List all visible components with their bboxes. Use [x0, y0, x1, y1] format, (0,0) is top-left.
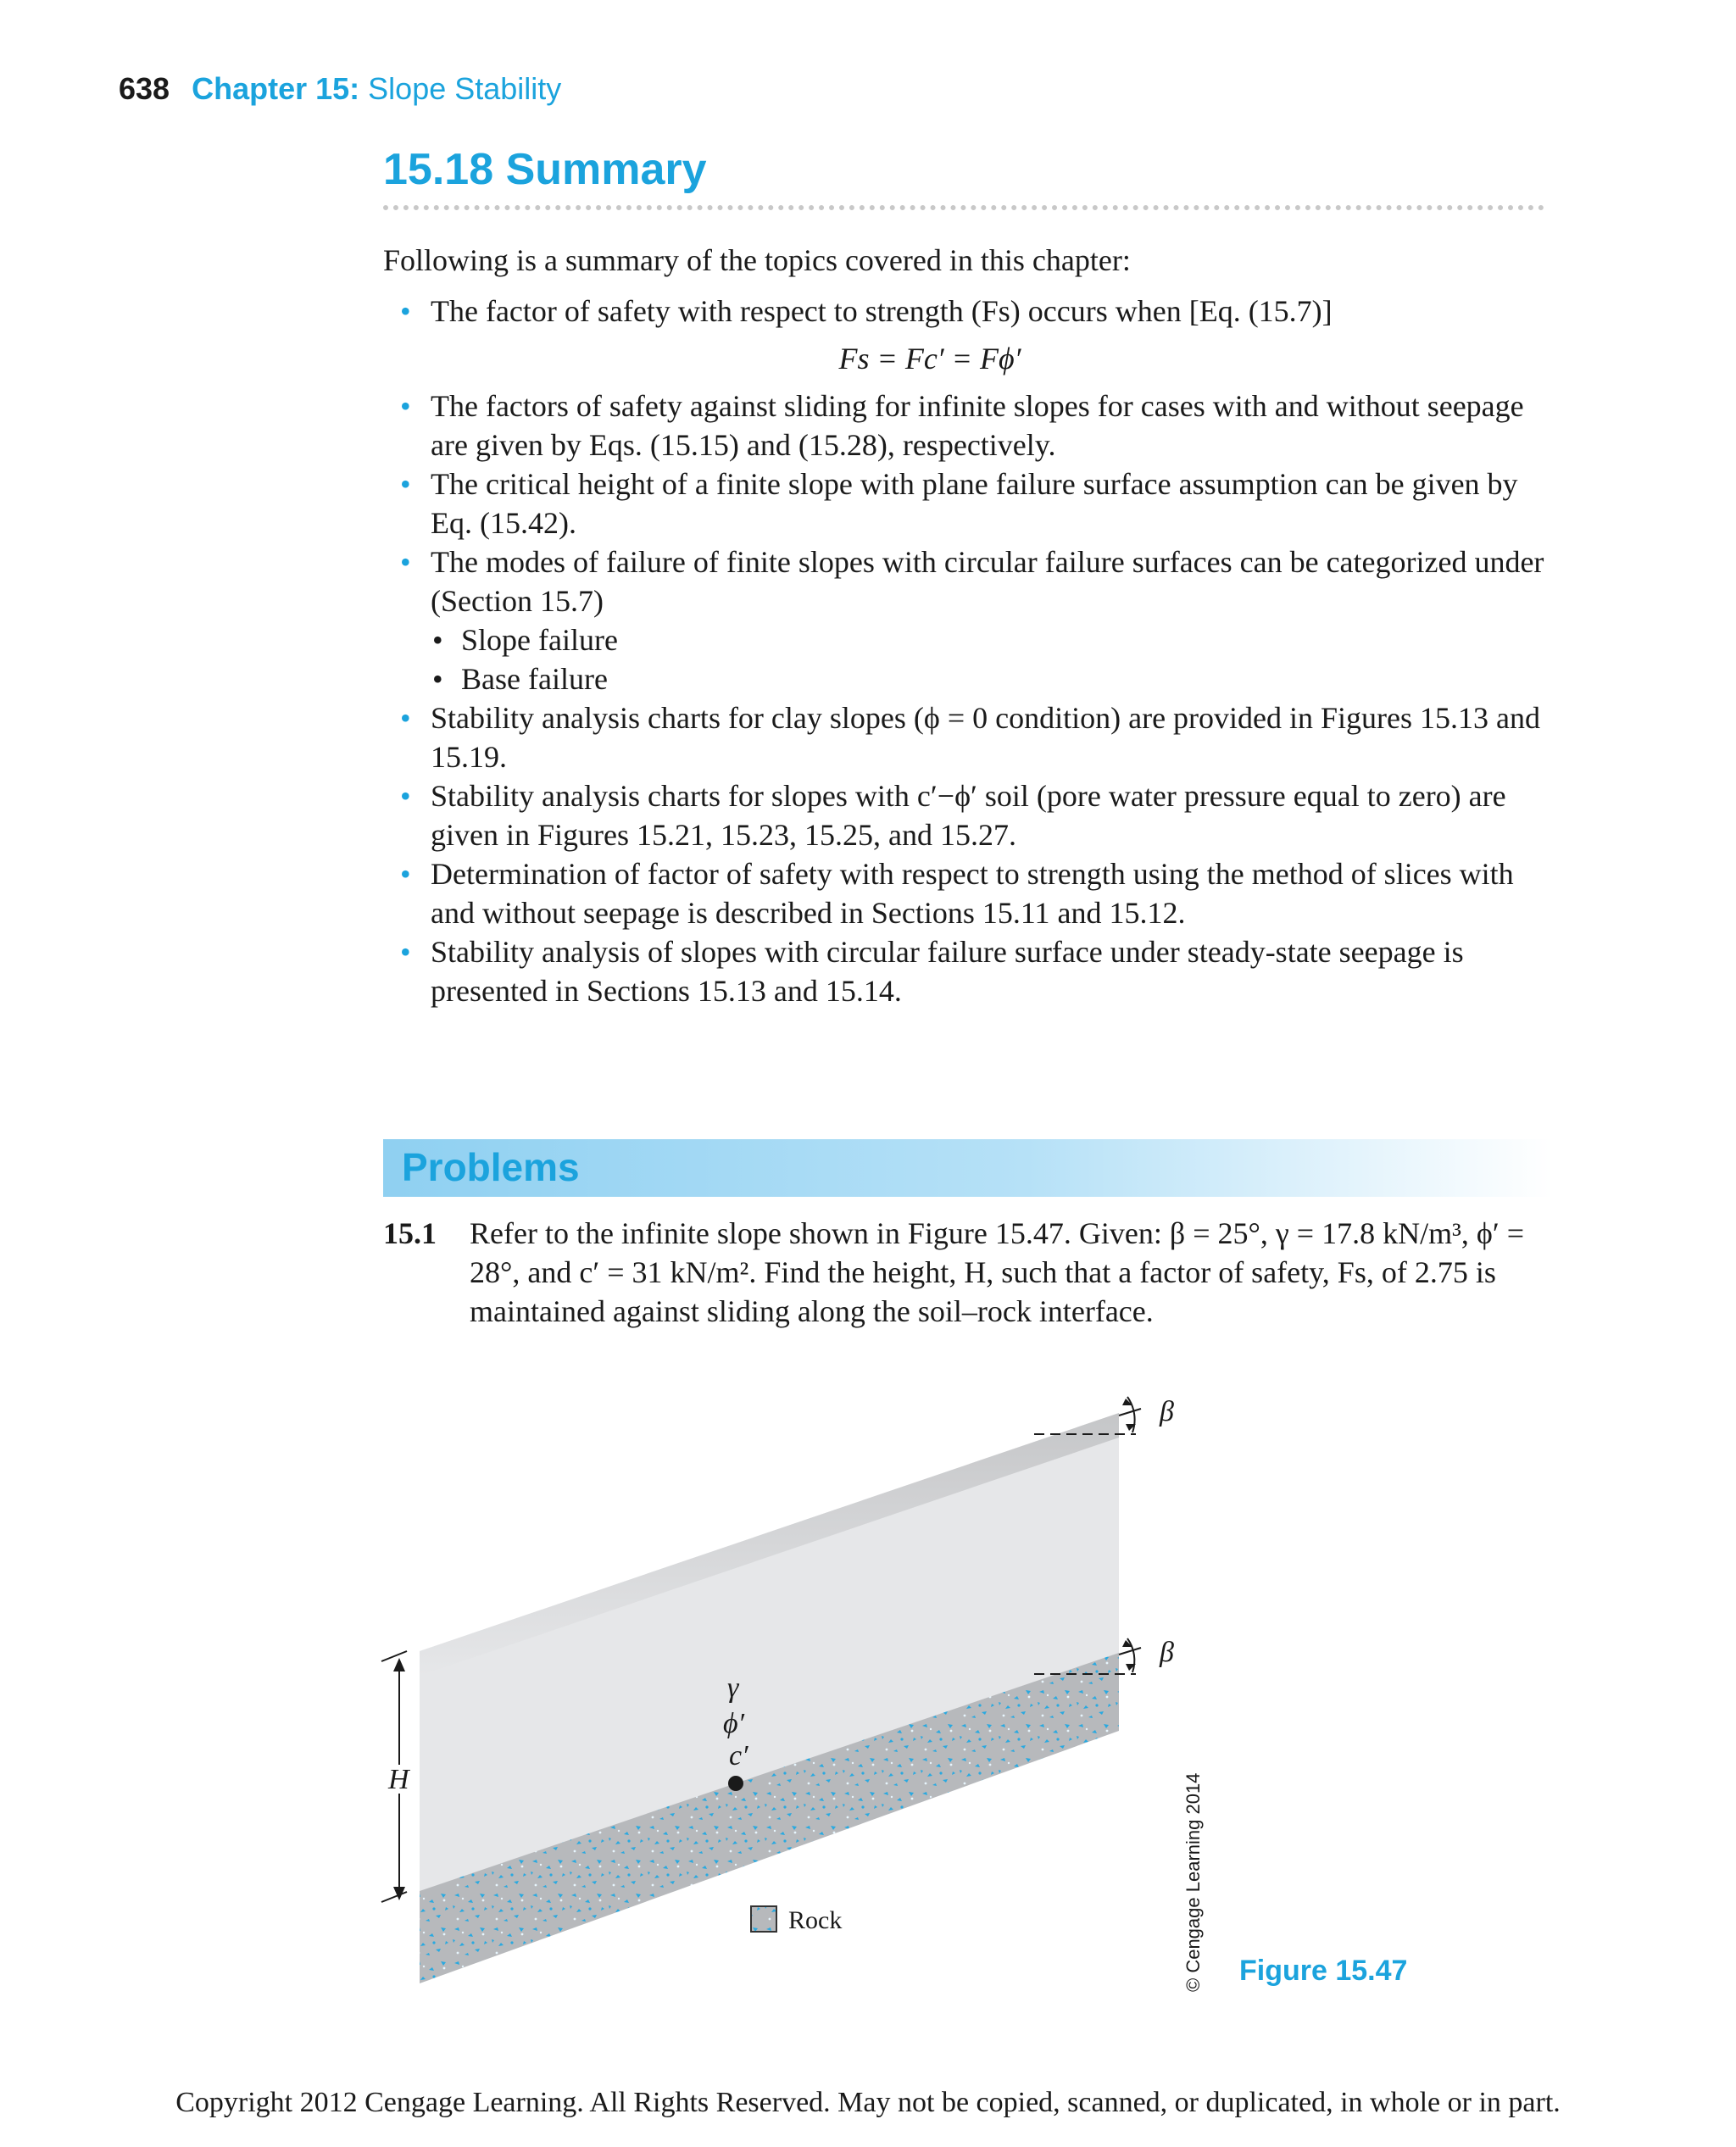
summary-intro: Following is a summary of the topics covered in this chapter: — [383, 243, 1131, 277]
summary-bullet: • Stability analysis charts for clay slopes (ϕ = 0 condition) are provided in Figures 15.13 and 15.19. — [383, 698, 1553, 776]
page-number: 638 — [119, 71, 170, 106]
summary-bullet: • Stability analysis charts for slopes with c′−ϕ′ soil (pore water pressure equal to zero) are given in Figures 15.21, 15.23, 15.25, and 15.27. — [383, 776, 1553, 854]
figure-15-47 — [373, 1382, 1221, 2005]
problem-number: 15.1 — [383, 1216, 437, 1250]
section-title: 15.18 Summary — [383, 145, 707, 194]
figure-credit-text: © Cengage Learning 2014 — [1182, 1772, 1204, 1992]
c-prime-label: c′ — [729, 1740, 748, 1772]
height-label: H — [388, 1764, 409, 1795]
summary-body — [383, 241, 1553, 1010]
summary-list — [383, 292, 1553, 331]
problem-item — [383, 1214, 1553, 1331]
summary-bullet: • The factors of safety against sliding for infinite slopes for cases with and without seepage are given by Eqs. (15.15) and (15.28), respectively. — [383, 387, 1553, 464]
copyright-footer: Copyright 2012 Cengage Learning. All Rights Reserved. May not be copied, scanned, or duplicated, in whole or in part. — [175, 2087, 1561, 2118]
infinite-slope-diagram — [373, 1382, 1221, 2000]
problems-title: Problems — [402, 1145, 580, 1189]
summary-list-continued — [383, 387, 1553, 1010]
beta-top-label: β — [1160, 1396, 1174, 1427]
equation: Fs = Fc′ = Fϕ′ — [838, 342, 1021, 375]
figure-credit — [1182, 1772, 1233, 2000]
sub-bullet: • Base failure — [431, 659, 1553, 698]
soil-point — [728, 1776, 743, 1791]
summary-bullet: • Stability analysis of slopes with circular failure surface under steady-state seepage is presented in Sections 15.13 and 15.14. — [383, 932, 1553, 1010]
running-header — [119, 71, 561, 107]
rock-legend-swatch — [751, 1906, 776, 1932]
summary-bullet-text: The modes of failure of finite slopes with circular failure surfaces can be categorized under (Section 15.7) — [431, 545, 1544, 618]
chapter-label: Chapter 15: — [192, 71, 360, 106]
failure-mode-list — [431, 620, 1553, 698]
summary-bullet: • The factor of safety with respect to strength (Fs) occurs when [Eq. (15.7)] — [383, 292, 1553, 331]
phi-prime-label: ϕ′ — [723, 1708, 745, 1739]
problem-text: Refer to the infinite slope shown in Figure 15.47. Given: β = 25°, γ = 17.8 kN/m³, ϕ′ = 28°, and c′ = 31 kN/m². Find the height, H, such that a factor of safety, Fs, of 2.75 is maintained against sliding along the soil–rock interface. — [470, 1216, 1525, 1328]
summary-bullet: • The critical height of a finite slope with plane failure surface assumption can be given by Eq. (15.42). — [383, 464, 1553, 542]
chapter-title: Slope Stability — [368, 71, 562, 106]
summary-bullet — [383, 542, 1553, 698]
dotted-divider — [383, 205, 1544, 210]
rock-legend-label: Rock — [788, 1906, 843, 1934]
figure-label: Figure 15.47 — [1239, 1955, 1408, 1987]
gamma-label: γ — [727, 1672, 739, 1704]
sub-bullet: • Slope failure — [431, 620, 1553, 659]
summary-bullet: • Determination of factor of safety with respect to strength using the method of slices with and without seepage is described in Sections 15.11 and 15.12. — [383, 854, 1553, 932]
beta-bottom-label: β — [1160, 1637, 1174, 1668]
